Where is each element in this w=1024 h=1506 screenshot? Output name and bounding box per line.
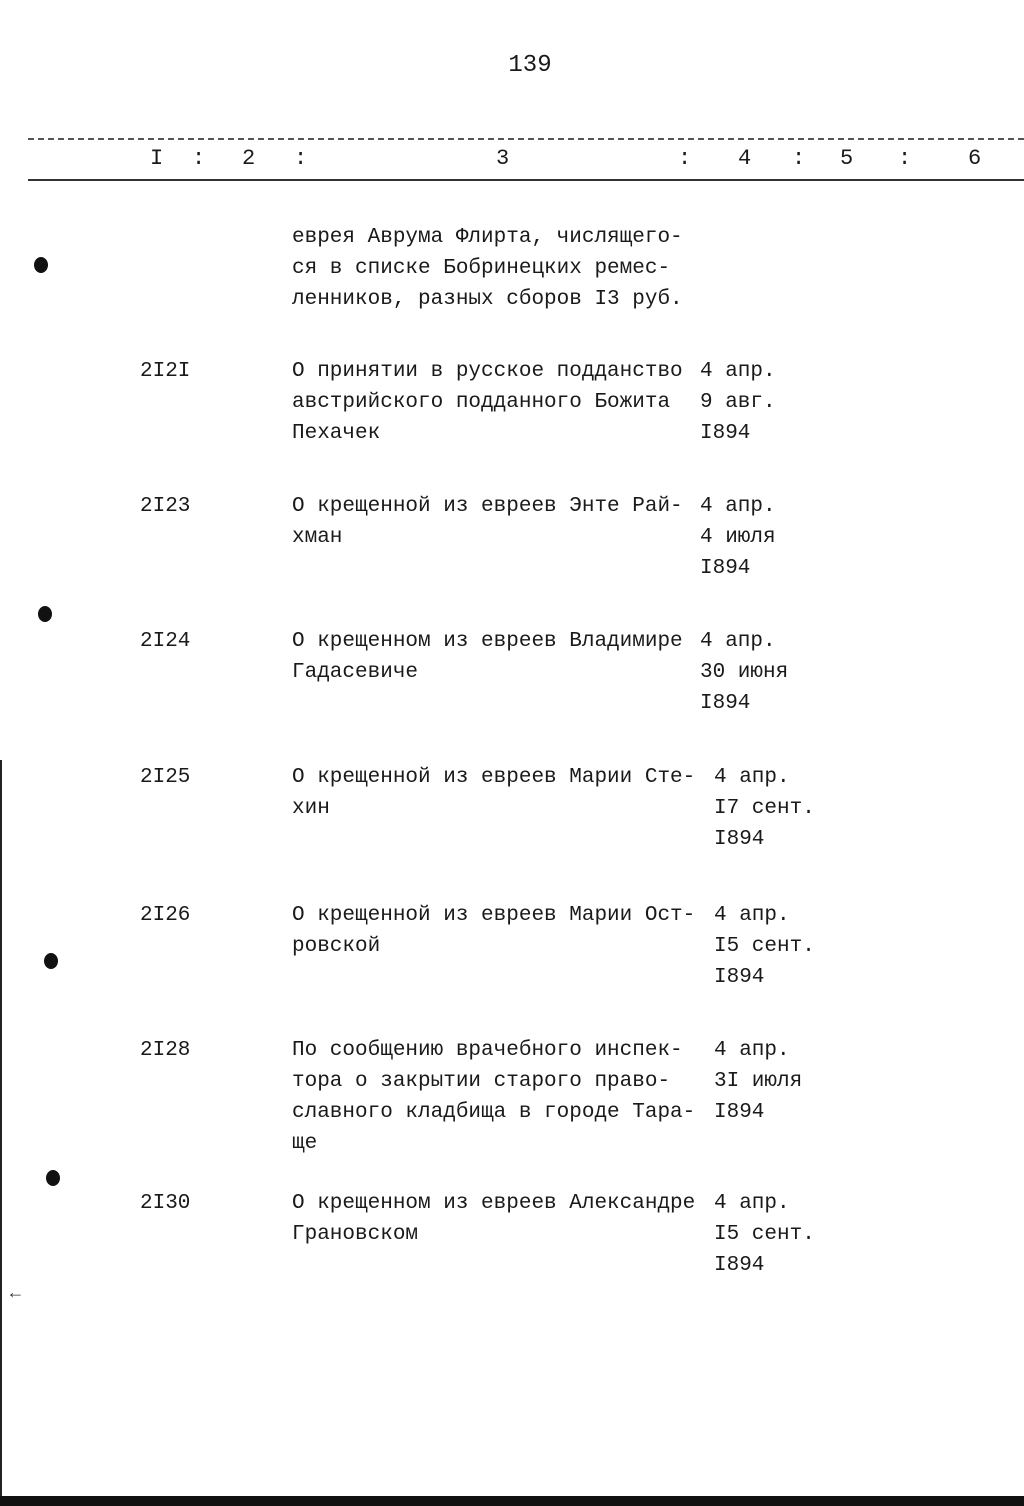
page-number: 139 [508,52,552,79]
pencil-mark: ← [10,1284,21,1304]
entry-number: 2I2I [140,360,191,383]
entry-dates: 4 апр. I5 сент. I894 [714,1192,815,1277]
column-header-4: 4 [738,146,752,171]
column-separator: : [792,146,806,171]
column-separator: : [898,146,912,171]
column-header-5: 5 [840,146,854,171]
entry-dates: 4 апр. I5 сент. I894 [714,904,815,989]
entry-dates: 4 апр. 30 июня I894 [700,630,789,715]
scan-edge [0,760,2,1506]
entry-text: О крещенной из евреев Марии Ост- ровской [292,904,696,958]
entry-number: 2I24 [140,630,191,653]
column-header-2: 2 [242,146,256,171]
column-header-6: 6 [968,146,982,171]
entry-dates: 4 апр. 9 авг. I894 [700,360,776,445]
entry-number: 2I26 [140,904,191,927]
header-top-rule [28,138,1024,140]
entry-number: 2I28 [140,1039,191,1062]
entry-dates: 4 апр. 4 июля I894 [700,495,776,580]
column-separator: : [678,146,692,171]
entry-dates: 4 апр. I7 сент. I894 [714,766,815,851]
entry-text: О крещенном из евреев Владимире Гадасевиче [292,630,683,684]
entry-number: 2I30 [140,1192,191,1215]
punch-hole [44,953,58,969]
entry-text: О крещенной из евреев Энте Рай- хман [292,495,683,549]
entry-text: По сообщению врачебного инспек- тора о закрытии старого право- славного кладбища в городе Тара- ще [292,1039,696,1155]
entry-number: 2I23 [140,495,191,518]
entry-text: О принятии в русское подданство австрийского подданного Божита Пехачек [292,360,683,445]
column-separator: : [192,146,206,171]
column-header-1: I [150,146,164,171]
punch-hole [34,257,48,273]
column-header-row [0,146,1024,176]
entry-text: О крещенной из евреев Марии Сте- хин [292,766,696,820]
column-separator: : [294,146,308,171]
punch-hole [38,606,52,622]
column-header-3: 3 [496,146,510,171]
header-bottom-rule [28,179,1024,181]
entry-dates: 4 апр. 3I июля I894 [714,1039,803,1124]
scan-edge [0,1496,1024,1506]
entry-text: еврея Аврума Флирта, числящего- ся в списке Бобринецких ремес- ленников, разных сборов I3 руб. [292,226,683,311]
entry-number: 2I25 [140,766,191,789]
entry-text: О крещенном из евреев Александре Грановском [292,1192,696,1246]
punch-hole [46,1170,60,1186]
